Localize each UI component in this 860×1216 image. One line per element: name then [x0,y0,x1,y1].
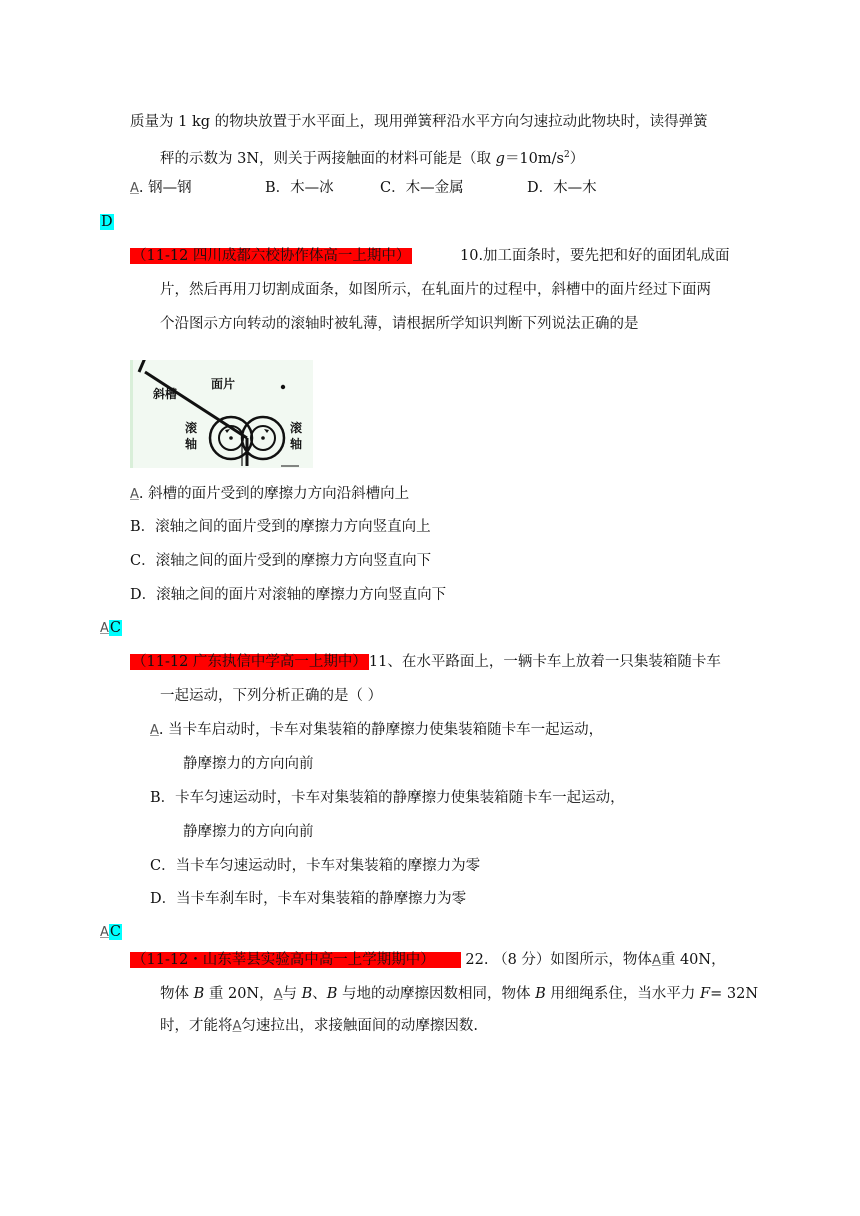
option-a-mark: A [130,487,139,502]
q22-line2: 物体 B 重 20N，A与 B、B 与地的动摩擦因数相同，物体 B 用细绳系住，当水平力 F= 32N [160,986,759,1002]
q11-option-d: D．当卡车刹车时，卡车对集装箱的静摩擦力为零 [150,891,467,907]
q22-source: （11-12・山东莘县实验高中高一上学期期中） [130,952,461,968]
option-a-mark: A [150,723,159,738]
q10-source: （11-12 四川成都六校协作体高一上期中） [132,248,411,264]
q9-option-d: D．木—木 [527,180,597,196]
label-zhou-left: 轴 [185,437,198,451]
q10-line3: 个沿图示方向转动的滚轴时被轧薄，请根据所学知识判断下列说法正确的是 [160,316,639,332]
label-zhou-right: 轴 [290,437,303,451]
q10-option-c: C．滚轴之间的面片受到的摩擦力方向竖直向下 [130,553,432,569]
label-xiecao: 斜槽 [153,387,178,401]
q11-option-b-cont: 静摩擦力的方向向前 [183,824,314,840]
roller-figure [130,360,313,468]
q10-line2: 片，然后再用刀切割成面条，如图所示，在轧面片的过程中，斜槽中的面片经过下面两 [160,282,711,298]
q11-option-a-cont: 静摩擦力的方向向前 [183,756,314,772]
q11-line1: （11-12 广东执信中学高一上期中） 11、在水平路面上，一辆卡车上放着一只集装箱随卡车 [132,654,721,670]
q9-line2: 秤的示数为 3N，则关于两接触面的材料可能是（取 $g=10m/s^2$） [160,150,585,167]
q10-option-b: B．滚轴之间的面片受到的摩擦力方向竖直向上 [130,519,431,535]
q10-option-d: D．滚轴之间的面片对滚轴的摩擦力方向竖直向下 [130,587,447,603]
q11-source: （11-12 广东执信中学高一上期中） [132,654,367,670]
q9-option-a: . 钢—钢 [138,180,192,196]
option-a-mark: A [130,181,139,196]
q9-option-b: B．木—冰 [265,180,334,196]
q22-line3: 时，才能将A匀速拉出，求接触面间的动摩擦因数. [160,1018,479,1034]
label-gun-right: 滚 [290,421,303,435]
q22-line1: （11-12・山东莘县实验高中高一上学期期中） 22. （8 分）如图所示，物体A重 40N， [132,952,726,968]
q9-option-c: C．木—金属 [380,180,464,196]
q9-options [130,178,597,199]
q9-line1: 质量为 1 kg 的物块放置于水平面上，现用弹簧秤沿水平方向匀速拉动此物块时，读得弹簧 [130,114,708,130]
q11-option-b: B．卡车匀速运动时，卡车对集装箱的静摩擦力使集装箱随卡车一起运动， [150,790,625,806]
q11-answer: AC [100,924,122,940]
q10-answer: AC [100,620,122,636]
q11-option-c: C．当卡车匀速运动时，卡车对集装箱的摩擦力为零 [150,858,481,874]
label-mianpian: 面片 [211,377,236,391]
q10-option-a: A. 斜槽的面片受到的摩擦力方向沿斜槽向上 [130,484,409,505]
q11-option-a: A. 当卡车启动时，卡车对集装箱的静摩擦力使集装箱随卡车一起运动， [150,720,603,741]
q10-line1: （11-12 四川成都六校协作体高一上期中） 10.加工面条时，要先把和好的面团轧成面 [132,248,730,264]
q11-line2: 一起运动，下列分析正确的是（ ） [160,688,383,704]
q9-answer: D [101,214,113,230]
label-gun-left: 滚 [185,421,198,435]
